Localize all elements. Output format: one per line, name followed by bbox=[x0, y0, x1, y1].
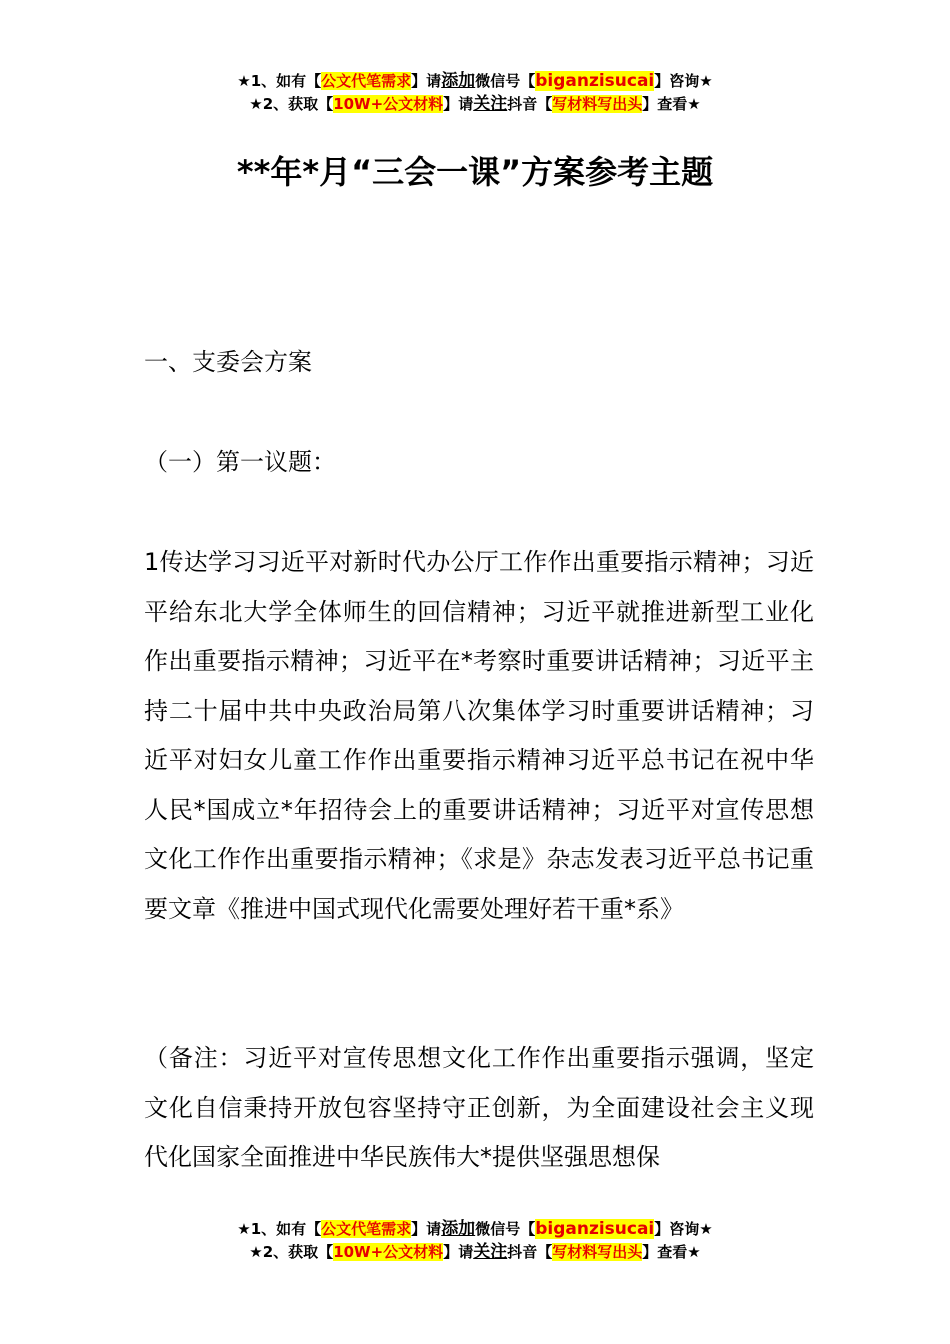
document-title: **年*月“三会一课”方案参考主题 bbox=[236, 153, 714, 191]
banner-line-2: ★2、获取【10W+公文材料】请关注抖音【写材料写出头】查看★ bbox=[249, 94, 701, 114]
banner-highlight-service: 公文代笔需求 bbox=[321, 72, 412, 90]
banner-highlight-service: 公文代笔需求 bbox=[321, 1220, 412, 1238]
note-paragraph: （备注：习近平对宣传思想文化工作作出重要指示强调，坚定文化自信秉持开放包容坚持守正创新，为全面建设社会主义现代化国家全面推进中华民族伟大*提供坚强思想保 bbox=[144, 1044, 814, 1171]
banner-line-2: ★2、获取【10W+公文材料】请关注抖音【写材料写出头】查看★ bbox=[249, 1242, 701, 1262]
banner-highlight-wechat-id: biganzisucai bbox=[535, 71, 655, 91]
subsection-heading: （一）第一议题： bbox=[144, 448, 336, 476]
agenda-item-1: 1传达学习习近平对新时代办公厅工作作出重要指示精神；习近平给东北大学全体师生的回信精神；习近平就推进新型工业化作出重要指示精神；习近平在*考察时重要讲话精神；习近平主持二十届中共中央政治局第八次集体学习时重要讲话精神；习近平对妇女儿童工作作出重要指示精神习近平总书记在祝中华人民*国成立*年招待会上的重要讲话精神；习近平对宣传思想文化工作作出重要指示精神；《求是》杂志发表习近平总书记重要文章《推进中国式现代化需要处理好若干重*系》 bbox=[144, 548, 814, 923]
banner-highlight-materials: 10W+公文材料 bbox=[333, 95, 444, 113]
header-banner bbox=[0, 70, 950, 116]
footer-banner bbox=[0, 1218, 950, 1264]
banner-highlight-douyin: 写材料写出头 bbox=[552, 1243, 643, 1261]
banner-highlight-materials: 10W+公文材料 bbox=[333, 1243, 444, 1261]
section-heading: 一、支委会方案 bbox=[144, 348, 312, 376]
banner-highlight-wechat-id: biganzisucai bbox=[535, 1219, 655, 1239]
banner-line-1: ★1、如有【公文代笔需求】请添加微信号【biganzisucai】咨询★ bbox=[237, 1219, 713, 1239]
banner-line-1: ★1、如有【公文代笔需求】请添加微信号【biganzisucai】咨询★ bbox=[237, 71, 713, 91]
banner-highlight-douyin: 写材料写出头 bbox=[552, 95, 643, 113]
